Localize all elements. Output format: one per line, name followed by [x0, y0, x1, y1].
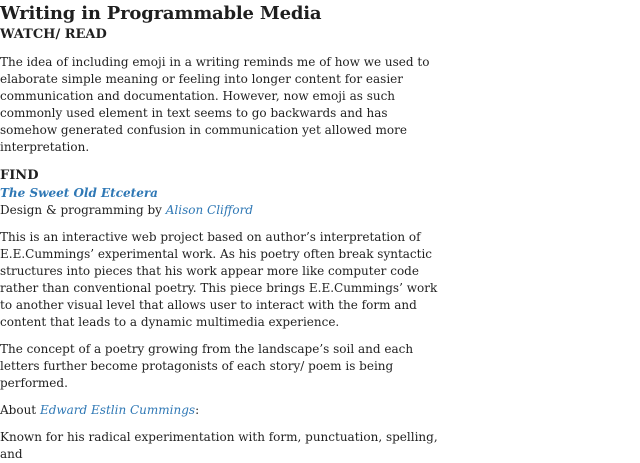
about-prefix: About: [0, 403, 40, 417]
author-link[interactable]: Alison Clifford: [165, 203, 254, 217]
credit-line: [0, 202, 440, 219]
about-suffix: :: [195, 403, 200, 417]
project-description-1: This is an interactive web project based on author’s interpretation of E.E.Cummings’ experimental work. As his poetry often break syntactic structures into pieces that his work appear more like computer code rather than conventional poetry. This piece brings E.E.Cummings’ work to another visual level that allows user to interact with the form and content that leads to a dynamic multimedia experience.: [0, 230, 438, 329]
watch-read-heading: WATCH/ READ: [0, 27, 107, 42]
known-for-paragraph: Known for his radical experimentation with form, punctuation, spelling, and: [0, 430, 438, 461]
find-heading: FIND: [0, 168, 39, 183]
credit-prefix: Design & programming by: [0, 203, 166, 217]
project-description-2: The concept of a poetry growing from the landscape’s soil and each letters further become protagonists of each story/ poem is being performed.: [0, 342, 414, 390]
watch-read-paragraph: The idea of including emoji in a writing reminds me of how we used to elaborate simple meaning or feeling into longer content for easier communication and documentation. However, now emoji as such commonly used element in text seems to go backwards and has somehow generated confusion in communication yet allowed more interpretation.: [0, 55, 430, 154]
project-title-link[interactable]: The Sweet Old Etcetera: [0, 186, 158, 200]
about-line: [0, 402, 440, 419]
cummings-link[interactable]: Edward Estlin Cummings: [39, 403, 196, 417]
page-title: Writing in Programmable Media: [0, 3, 322, 24]
